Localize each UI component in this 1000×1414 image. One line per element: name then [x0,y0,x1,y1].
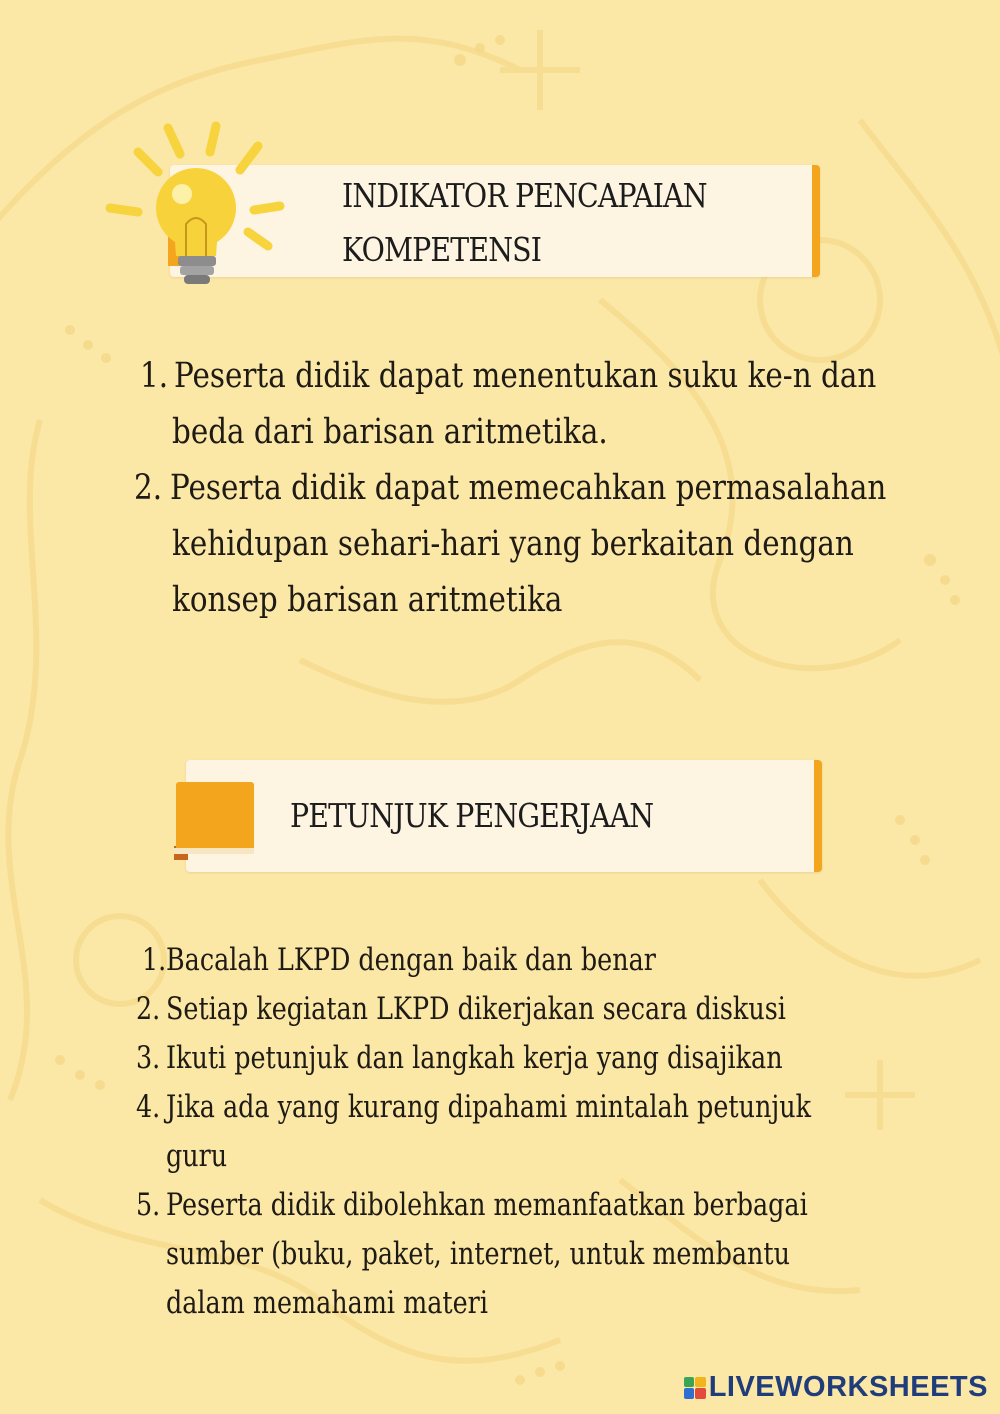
indicator-title-line2: KOMPETENSI [342,230,542,269]
logo-text: LIVEWORKSHEETS [708,1371,988,1403]
list-text: beda dari barisan aritmetika. [172,412,608,452]
list-text: Jika ada yang kurang dipahami mintalah petunjuk [166,1089,811,1125]
list-number: 5. [136,1187,161,1223]
list-text: sumber (buku, paket, internet, untuk membantu [166,1236,790,1272]
list-text: Ikuti petunjuk dan langkah kerja yang disajikan [166,1040,783,1076]
list-text: Peserta didik dapat menentukan suku ke-n dan [174,356,877,396]
list-number: 2. [136,991,161,1027]
list-text: kehidupan sehari-hari yang berkaitan dengan [172,524,854,564]
list-number: 2. [134,468,163,508]
liveworksheets-logo[interactable] [684,1371,988,1404]
book-icon [170,778,260,864]
list-text: Peserta didik dibolehkan memanfaatkan berbagai [166,1187,808,1223]
list-text: dalam memahami materi [166,1285,488,1321]
list-text: Peserta didik dapat memecahkan permasalahan [170,468,887,508]
list-text: Setiap kegiatan LKPD dikerjakan secara diskusi [166,991,786,1027]
list-text: konsep barisan aritmetika [172,580,563,620]
list-number: 1. [140,356,169,396]
list-number: 4. [136,1089,161,1125]
list-number: 3. [136,1040,161,1076]
lightbulb-icon [98,116,310,296]
liveworksheets-badge-icon [684,1377,706,1399]
instructions-title: PETUNJUK PENGERJAAN [290,796,654,835]
list-text: Bacalah LKPD dengan baik dan benar [166,942,656,978]
indicator-title-line1: INDIKATOR PENCAPAIAN [342,176,707,215]
list-text: guru [166,1138,228,1174]
list-number: 1. [142,942,167,978]
